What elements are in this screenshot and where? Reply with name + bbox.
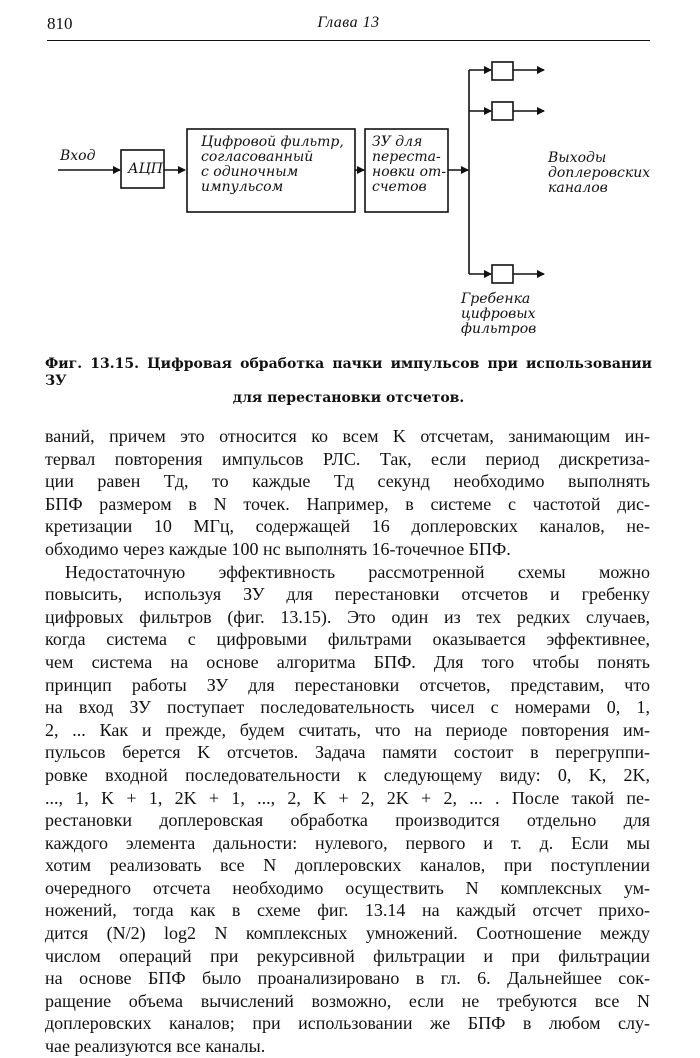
- input-label: Вход: [60, 148, 96, 164]
- caption-line: Фиг. 13.15. Цифровая обработка пачки импульсов при использовании ЗУ: [45, 356, 652, 389]
- caption-line: для перестановки отсчетов.: [232, 390, 465, 406]
- text-line: чем система на основе алгоритма БПФ. Для того чтобы понять: [45, 651, 650, 672]
- bank-filter-3: [492, 265, 513, 283]
- text-line: ровке входной последовательности к следующему виду: 0, K, 2K,: [45, 764, 650, 785]
- matched-filter-line: импульсом: [201, 179, 284, 195]
- outputs-line: Выходы: [548, 150, 607, 166]
- memory-line: ЗУ для: [372, 134, 423, 150]
- text-line: ции равен Tд, то каждые Tд секунд необходимо выполнять: [45, 471, 650, 492]
- text-line: пульсов берется K отсчетов. Задача памяти состоит в перегруппи-: [45, 742, 650, 763]
- text-line: чае реализуются все каналы.: [45, 1036, 266, 1057]
- text-line: на основе БПФ было проанализировано в гл. 6. Дальнейшее сок-: [45, 968, 650, 989]
- filter-bank-line: фильтров: [461, 321, 537, 337]
- outputs-line: каналов: [548, 180, 608, 196]
- text-line: хотим реализовать все N доплеровских каналов, при поступлении: [45, 855, 650, 876]
- filter-bank-line: Гребенка: [461, 291, 531, 307]
- figure-caption: [45, 356, 652, 407]
- text-line: дится (N/2) log2 N комплексных умножений. Соотношение между: [45, 923, 650, 944]
- matched-filter-line: Цифровой фильтр,: [201, 134, 344, 150]
- matched-filter-line: с одиночным: [201, 164, 299, 180]
- running-title: Глава 13: [317, 14, 380, 31]
- text-line: числом операций при рекурсивной фильтрации и при фильтрации: [45, 945, 650, 966]
- memory-line: счетов: [372, 179, 427, 195]
- text-line: принцип работы ЗУ для перестановки отсчетов, представим, что: [45, 674, 650, 695]
- text-line: кретизации 10 МГц, содержащей 16 доплеровских каналов, не-: [45, 516, 650, 537]
- text-line: цифровых фильтров (фиг. 13.15). Это один из тех редких случаев,: [45, 606, 650, 627]
- bank-filter-1: [492, 62, 513, 80]
- text-line: ращение объема вычислений возможно, если не требуются все N: [45, 990, 650, 1011]
- text-line: каждого элемента дальности: нулевого, первого и т. д. Если мы: [45, 832, 650, 853]
- body-text: [45, 425, 650, 1058]
- filter-bank-label: [461, 292, 536, 337]
- text-line: когда система с цифровыми фильтрами оказывается эффективнее,: [45, 629, 650, 650]
- text-line: очередного отсчета необходимо осуществить N комплексных ум-: [45, 877, 650, 898]
- adc-label: АЦП: [128, 161, 164, 177]
- text-line: тервал повторения импульсов РЛС. Так, если период дискретиза-: [45, 448, 650, 469]
- memory-line: новки от-: [372, 164, 447, 180]
- bank-filter-2: [492, 102, 513, 120]
- text-line: ..., 1, K + 1, 2K + 1, ..., 2, K + 2, 2K + 2, ... . После такой пе-: [45, 787, 650, 808]
- text-line: на вход ЗУ поступает последовательность чисел с номерами 0, 1,: [45, 697, 650, 718]
- text-line: ваний, причем это относится ко всем K отсчетам, занимающим ин-: [45, 426, 650, 446]
- text-line: доплеровских каналов; при использовании же БПФ в любом слу-: [45, 1013, 650, 1034]
- text-line: обходимо через каждые 100 нс выполнять 16-точечное БПФ.: [45, 538, 511, 559]
- outputs-label: [548, 151, 650, 196]
- memory-line: переста-: [372, 149, 441, 165]
- filter-bank-line: цифровых: [461, 306, 536, 322]
- matched-filter-label: [201, 135, 344, 195]
- matched-filter-line: согласованный: [201, 149, 314, 165]
- block-diagram: [40, 50, 660, 345]
- text-line: Недостаточную эффективность рассмотренной схемы можно: [65, 561, 650, 582]
- page-header: [47, 12, 650, 41]
- outputs-line: доплеровских: [548, 165, 651, 181]
- text-line: ножений, тогда как в схеме фиг. 13.14 на каждый отсчет прихо-: [45, 900, 650, 921]
- memory-label: [372, 135, 446, 195]
- text-line: 2, ... Как и прежде, будем считать, что на периоде повторения им-: [45, 719, 650, 740]
- page-number: 810: [47, 14, 73, 33]
- text-line: повысить, используя ЗУ для перестановки отсчетов и гребенку: [45, 584, 650, 605]
- text-line: рестановки доплеровская обработка производится отдельно для: [45, 810, 650, 831]
- text-line: БПФ размером в N точек. Например, в системе с частотой дис-: [45, 493, 650, 514]
- diagram-lines: [40, 50, 660, 345]
